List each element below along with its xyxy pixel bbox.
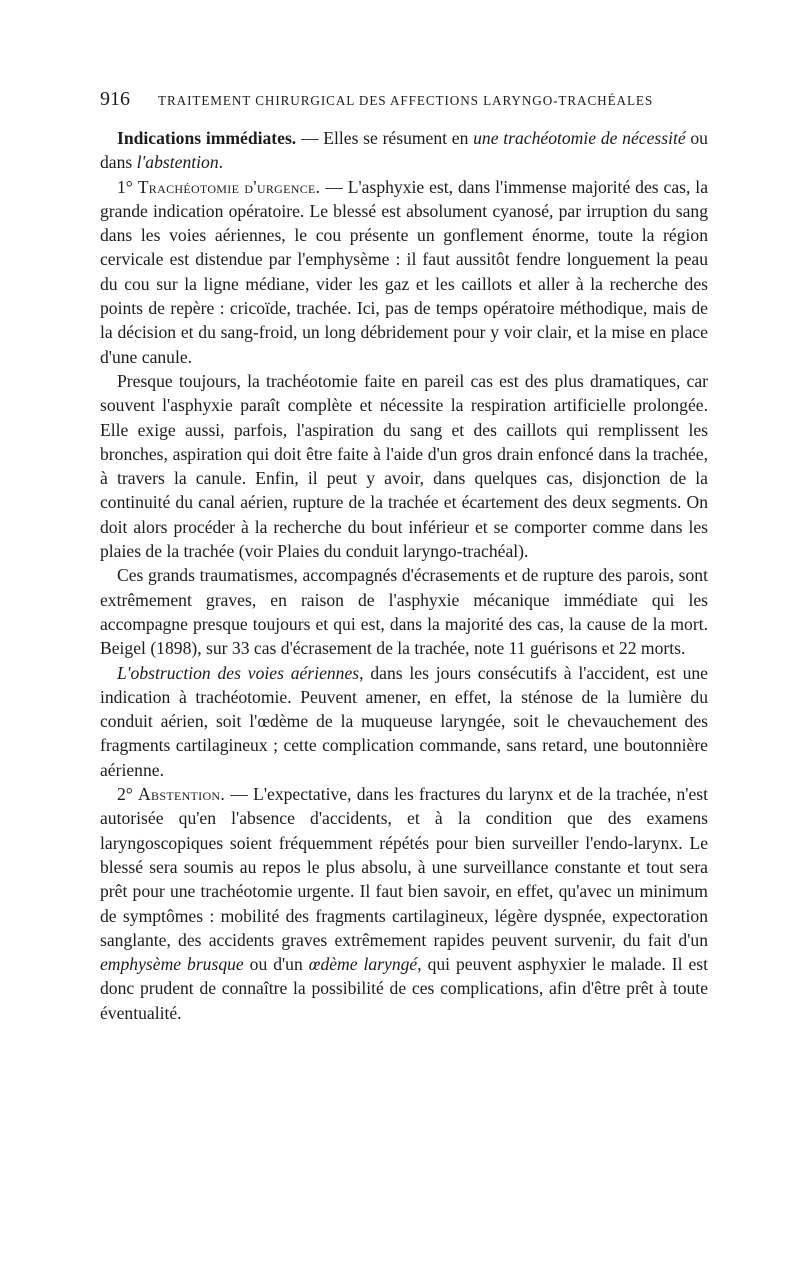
text-run: ou d'un (243, 954, 309, 975)
paragraph-presque-toujours: Presque toujours, la trachéotomie faite en pareil cas est des plus dramatiques, car souvent l'asphyxie paraît complète et nécessite la respiration artificielle prolongée. Elle exige aussi, parfois, l'aspiration du sang et des caillots qui remplissent les bronches, aspiration qui doit être faite à l'aide d'un gros drain enfoncé dans la trachée, à travers la canule. Enfin, il peut y avoir, dans quelques cas, disjonction de la continuité du canal aérien, rupture de la trachée et écartement des deux segments. On doit alors procéder à la recherche du bout inférieur et se comporter comme dans les plaies de la trachée (voir Plaies du conduit laryngo-trachéal). (100, 370, 708, 562)
emphasis-tracheotomie: une trachéotomie de nécessité (473, 128, 686, 148)
emphasis-abstention: l'abstention (136, 152, 219, 173)
emphasis-oedeme: œdème laryngé (308, 954, 418, 975)
page-number: 916 (100, 88, 130, 110)
text-run: — L'expectative, dans les fractures du larynx et de la trachée, n'est autorisée qu'en l'absence d'accidents, et à la condition que des examens laryngoscopiques soient fréquemment répétés pour bien surveiller l'endo-larynx. Le blessé sera soumis au repos le plus absolu, à une surveillance constante et tout sera prêt pour une trachéotomie urgente. Il faut bien savoir, en effet, qu'avec un minimum de symptômes : mobilité des fragments cartilagineux, légère dyspnée, expectoration sanglante, des accidents graves extrêmement rapides peuvent survenir, du fait d'un (100, 784, 708, 950)
text-run: . (218, 152, 224, 173)
emphasis-emphyseme: emphysème brusque (100, 954, 244, 975)
paragraph-obstruction (100, 661, 708, 782)
paragraph-tracheotomie-urgence (100, 175, 708, 369)
running-title: TRAITEMENT CHIRURGICAL DES AFFECTIONS LARYNGO-TRACHÉALES (158, 93, 654, 108)
text-run: — Elles se résument en (296, 128, 474, 148)
paragraph-abstention (100, 782, 708, 1025)
emphasis-obstruction: L'obstruction des voies aériennes (117, 662, 360, 683)
text-run: , dans les jours consécutifs à l'accident, est une indication à trachéotomie. Peuvent amener, en effet, la sténose de la lumière du conduit aérien, soit l'œdème de la muqueuse laryngée, soit le chevauchement des fragments cartilagineux ; cette complication commande, sans retard, une boutonnière aérienne. (100, 662, 708, 780)
section-number: 2° (117, 784, 139, 805)
section-heading-indications: Indications immédiates. (117, 128, 297, 148)
body-text (100, 126, 708, 1025)
text-run: ou dans (100, 128, 708, 173)
paragraph-grands-traumatismes: Ces grands traumatismes, accompagnés d'écrasements et de rupture des parois, sont extrêmement graves, en raison de l'asphyxie mécanique immédiate qui les accompagne presque toujours et qui est, dans la majorité des cas, la cause de la mort. Beigel (1898), sur 33 cas d'écrasement de la trachée, note 11 guérisons et 22 morts. (100, 565, 708, 659)
subsection-heading-abstention: Abstention. (138, 784, 226, 805)
section-number: 1° (117, 176, 138, 197)
paragraph-indications (100, 126, 708, 175)
text-run: , qui peuvent asphyxier le malade. Il est donc prudent de connaître la possibilité de ces complications, afin d'être prêt à toute éventualité. (100, 954, 708, 1023)
running-header (100, 88, 708, 116)
text-run: — L'asphyxie est, dans l'immense majorité des cas, la grande indication opératoire. Le blessé est absolument cyanosé, par irruption du sang dans les voies aériennes, le cou présente un gonflement énorme, toute la région cervicale est distendue par l'emphysème : il faut aussitôt fendre longuement la peau du cou sur la ligne médiane, vider les gaz et les caillots et aller à la recherche des points de repère : cricoïde, trachée. Ici, pas de temps opératoire méthodique, mais de la décision et du sang-froid, un long débridement pour y voir clair, et la mise en place d'une canule. (100, 176, 708, 367)
subsection-heading-tracheotomie: Trachéotomie d'urgence. (137, 176, 321, 197)
